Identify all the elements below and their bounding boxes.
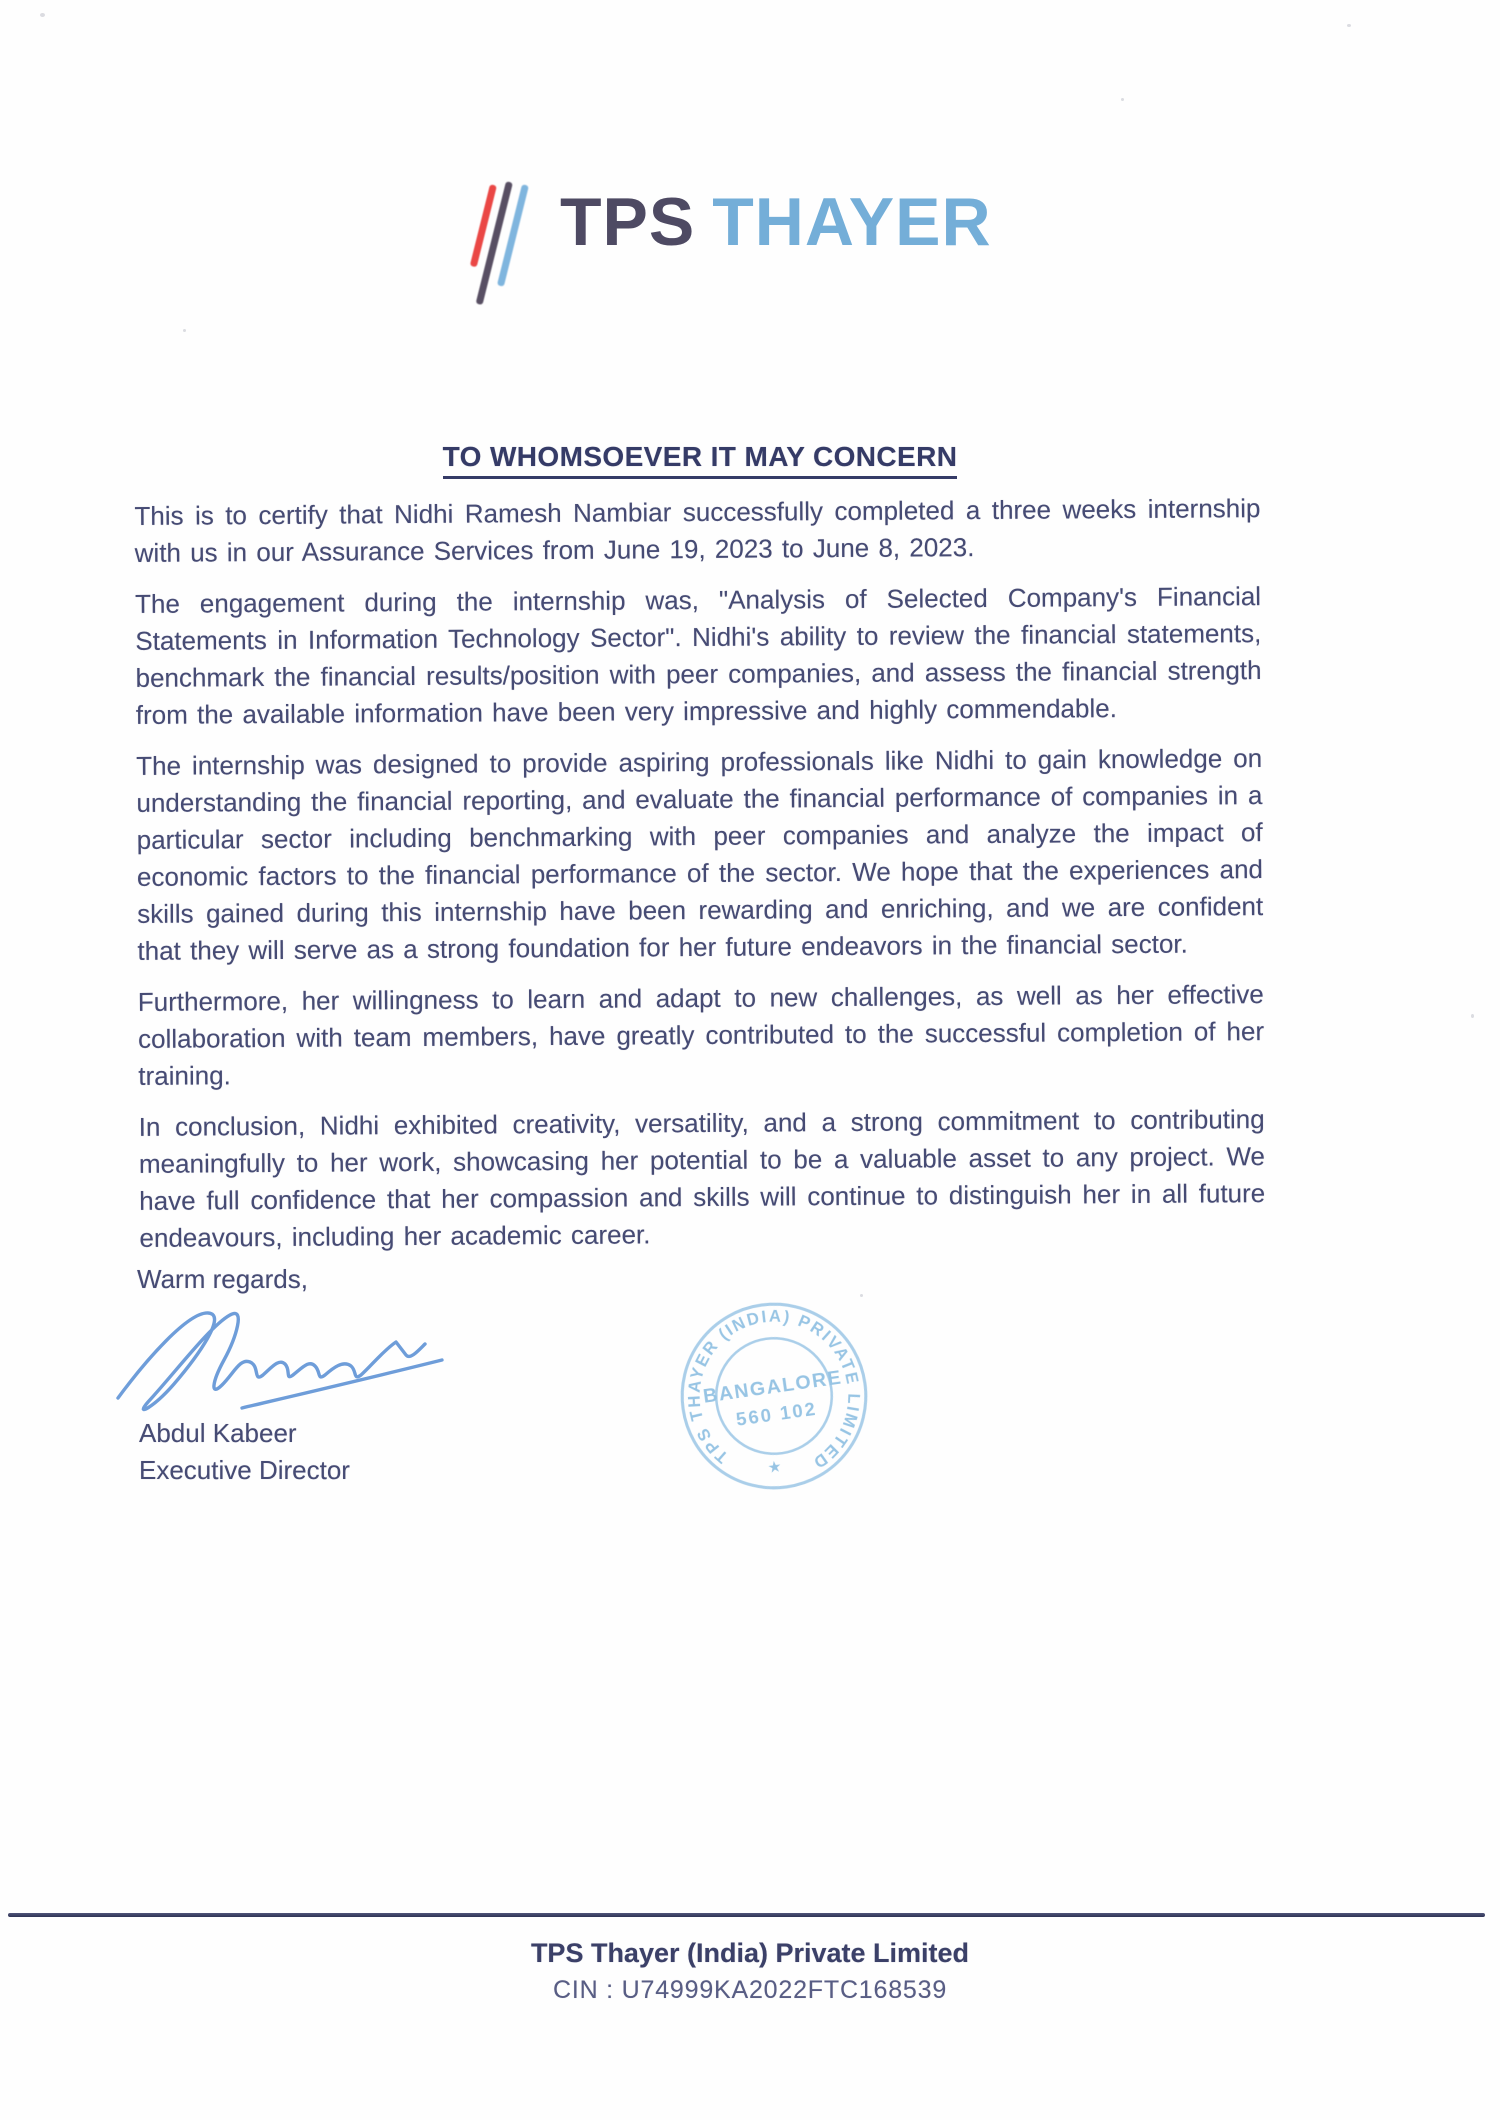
stamp-pincode: 560 102 [734, 1398, 819, 1431]
scan-speck [1471, 1014, 1474, 1018]
logo-wordmark [560, 178, 992, 260]
company-logo [478, 178, 992, 312]
scan-speck [1347, 24, 1351, 27]
company-stamp [663, 1285, 884, 1506]
logo-word-tps: TPS [560, 184, 696, 260]
scan-speck [1121, 98, 1124, 101]
footer-divider [8, 1913, 1485, 1917]
scan-speck [183, 329, 186, 332]
letter-body [134, 490, 1265, 1271]
stamp-city: BANGALORE [701, 1366, 844, 1408]
paragraph-2: The engagement during the internship was, "Analysis of Selected Company's Financial Statements in Information Technology Sector". Nidhi's ability to review the financial statements, benchmark the financial results/position with peer companies, and assess the financial strength from the available information have been very impressive and highly commendable. [134, 581, 1262, 730]
stamp-ring-text: TPS THAYER (INDIA) PRIVATE LIMITED [684, 1306, 864, 1474]
paragraph-3: The internship was designed to provide aspiring professionals like Nidhi to gain knowledge on understanding the financial reporting, and evaluate the financial performance of companies in a particular sector including benchmarking with peer companies and analyze the impact of economic factors to the financial performance of the sector. We hope that the experiences and skills gained during this internship have been rewarding and enriching, and we are confident that they will serve as a strong foundation for her future endeavors in the financial sector. [136, 743, 1264, 966]
signature-ink [112, 1298, 462, 1428]
stamp-star-icon: ★ [766, 1458, 783, 1477]
scan-speck [40, 13, 45, 17]
paragraph-5: In conclusion, Nidhi exhibited creativity, versatility, and a strong commitment to contributing meaningfully to her work, showcasing her potential to be a valuable asset to any project. We have full confidence that her compassion and skills will continue to distinguish her in all future endeavours, including her academic career. [138, 1104, 1266, 1253]
letter-heading: TO WHOMSOEVER IT MAY CONCERN [443, 441, 958, 479]
logo-word-thayer: THAYER [712, 184, 992, 260]
signatory-title: Executive Director [139, 1455, 350, 1485]
letter-heading-wrap [137, 441, 1263, 479]
logo-slashes-icon [478, 178, 548, 312]
paragraph-1: This is to certify that Nidhi Ramesh Nambiar successfully completed a three weeks internship with us in our Assurance Services from June 19, 2023 to June 8, 2023. [134, 493, 1261, 568]
scan-speck [860, 1294, 863, 1297]
footer-company-name: TPS Thayer (India) Private Limited [530, 1938, 970, 1968]
signatory-name: Abdul Kabeer [139, 1418, 297, 1448]
paragraph-4: Furthermore, her willingness to learn and adapt to new challenges, as well as her effective collaboration with team members, have greatly contributed to the successful completion of her training. [137, 979, 1265, 1091]
footer-cin: CIN : U74999KA2022FTC168539 [552, 1976, 948, 2004]
closing-salutation: Warm regards, [137, 1264, 308, 1294]
